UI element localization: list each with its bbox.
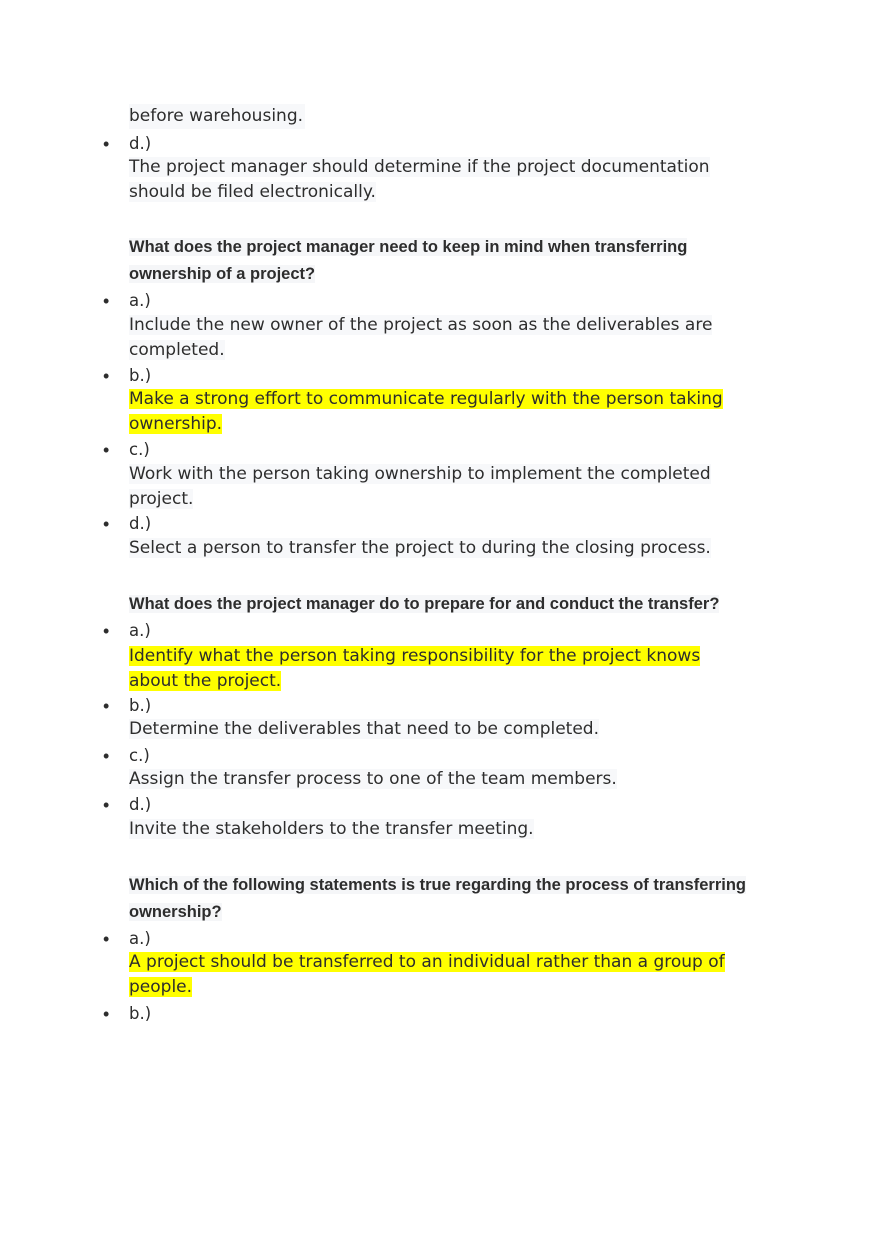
option-text: Invite the stakeholders to the transfer meeting. xyxy=(129,819,534,839)
option-text-highlighted: Make a strong effort to communicate regularly with the person taking ownership. xyxy=(129,389,723,434)
option-letter: a.) xyxy=(129,621,151,640)
option-letter: d.) xyxy=(129,514,152,533)
option-letter: a.) xyxy=(129,291,151,310)
bullet-marker: • xyxy=(103,696,110,716)
option-letter: b.) xyxy=(129,696,152,715)
bullet-marker: • xyxy=(103,621,110,641)
bullet-marker: • xyxy=(103,134,110,154)
option-letter: b.) xyxy=(129,1004,152,1023)
option-text-highlighted: Identify what the person taking responsibility for the project knows about the project. xyxy=(129,646,701,691)
bullet-marker: • xyxy=(103,795,110,815)
option-letter: c.) xyxy=(129,746,150,765)
bullet-marker: • xyxy=(103,514,110,534)
option-letter: d.) xyxy=(129,795,152,814)
bullet-marker: • xyxy=(103,1004,110,1024)
option-letter: a.) xyxy=(129,929,151,948)
question-text: Which of the following statements is true regarding the process of transferring ownership? xyxy=(129,876,746,921)
bullet-marker: • xyxy=(103,746,110,766)
option-text: The project manager should determine if the project documentation should be filed electronically. xyxy=(129,157,710,202)
bullet-marker: • xyxy=(103,440,110,460)
bullet-marker: • xyxy=(103,291,110,311)
option-letter: c.) xyxy=(129,440,150,459)
bullet-marker: • xyxy=(103,366,110,386)
option-text: Select a person to transfer the project to during the closing process. xyxy=(129,538,711,558)
option-letter: b.) xyxy=(129,366,152,385)
option-text: Assign the transfer process to one of the team members. xyxy=(129,769,617,789)
question-text: What does the project manager do to prepare for and conduct the transfer? xyxy=(129,595,720,613)
option-text: Include the new owner of the project as soon as the deliverables are completed. xyxy=(129,315,713,360)
continuation-text: before warehousing. xyxy=(129,104,305,129)
option-text: Work with the person taking ownership to implement the completed project. xyxy=(129,464,711,509)
question-text: What does the project manager need to keep in mind when transferring ownership of a project? xyxy=(129,238,688,283)
option-text: Determine the deliverables that need to be completed. xyxy=(129,719,599,739)
option-text-highlighted: A project should be transferred to an individual rather than a group of people. xyxy=(129,952,725,997)
bullet-marker: • xyxy=(103,929,110,949)
option-letter: d.) xyxy=(129,134,152,153)
